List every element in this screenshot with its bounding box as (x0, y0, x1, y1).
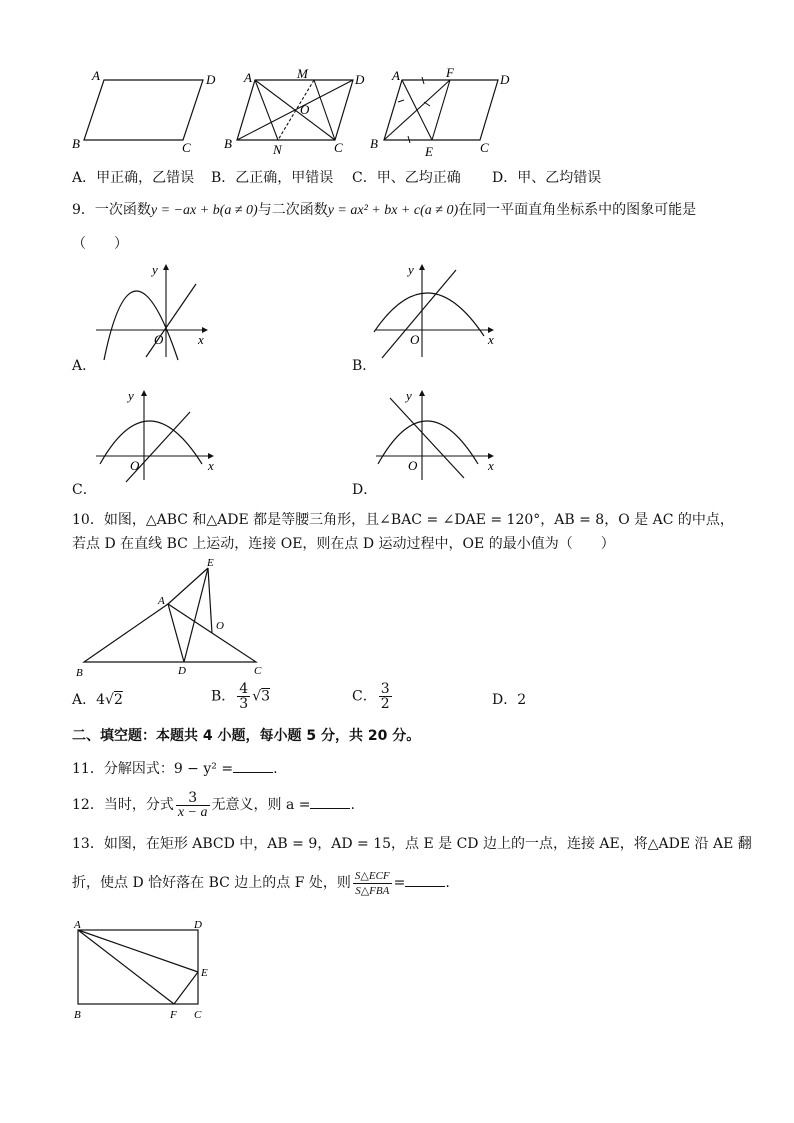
p3-tick-4 (424, 102, 430, 106)
origin-label: O (408, 458, 418, 473)
q10-option-b[interactable] (211, 682, 270, 711)
p2-label-d: D (355, 72, 365, 87)
y-arrow (419, 264, 425, 270)
sqrt-sign: √ (105, 692, 114, 708)
p2-line-mc (314, 80, 335, 140)
p2-label-n: N (273, 142, 282, 157)
p3-label-b: B (370, 136, 378, 151)
q12-post: 无意义，则 a = (211, 797, 311, 813)
sqrt-sign: √ (252, 688, 262, 705)
q8-option-a[interactable]: A．甲正确，乙错误 (72, 170, 195, 186)
axis-x-label: x (208, 458, 214, 473)
q9-num: 9．一次函数 (72, 202, 151, 218)
q9-option-c[interactable]: C． (72, 482, 97, 498)
p3-line-fe (432, 80, 450, 140)
axis-x-label: x (488, 332, 494, 347)
q9-graph-d (372, 388, 502, 484)
q10-figure (70, 556, 280, 680)
segment-fe (174, 972, 198, 1004)
p2-label-a: A (244, 70, 252, 85)
q11-text: 11．分解因式：9 − y² = (72, 761, 234, 777)
p3-label-f: F (446, 68, 454, 80)
q10-line-2: 若点 D 在直线 BC 上运动，连接 OE，则在点 D 运动过程中，OE 的最小值为（ ） (72, 536, 615, 552)
numerator: S△ECF (354, 869, 390, 882)
q8-option-c[interactable]: C．甲、乙均正确 (352, 170, 461, 186)
y-arrow (419, 390, 425, 396)
p3-label-a: A (392, 68, 400, 83)
y-arrow (141, 390, 147, 396)
q10-opt-b-prefix: B． (211, 688, 236, 705)
segment-ae (78, 930, 198, 972)
label-d: D (194, 919, 202, 931)
q8-option-b[interactable]: B．乙正确，甲错误 (211, 170, 334, 186)
numerator: 4 (239, 681, 249, 697)
q10-opt-b-fraction (237, 682, 250, 711)
axis-y-label: y (408, 262, 414, 277)
q13-line2-text: 折，使点 D 恰好落在 BC 边上的点 F 处，则 (72, 875, 351, 891)
axis-y-label: y (406, 388, 412, 403)
q10-opt-c-prefix: C． (352, 688, 377, 705)
p1-label-a: A (92, 68, 100, 83)
q9-graph-a (92, 262, 222, 362)
q8-figures (70, 68, 530, 158)
p3-label-e: E (425, 144, 433, 158)
segment-oe (208, 568, 212, 633)
q13-fraction (353, 869, 392, 898)
q12-end: . (350, 797, 355, 813)
q13-line-1: 13．如图，在矩形 ABCD 中，AB = 9，AD = 15，点 E 是 CD 边上的一点，连接 AE，将△ADE 沿 AE 翻 (72, 836, 752, 852)
p3-line-af (402, 80, 432, 140)
q12-question (72, 790, 355, 820)
segment-de (184, 568, 208, 662)
q13-figure (70, 918, 220, 1022)
parabola (378, 421, 478, 464)
q13-answer-blank[interactable] (405, 872, 445, 887)
q9-question (72, 200, 696, 221)
q12-fraction (176, 791, 210, 820)
origin-label: O (410, 332, 420, 347)
p2-label-b: B (224, 136, 232, 151)
p1-label-c: C (182, 140, 191, 155)
p2-diag-bd (237, 80, 353, 140)
q10-option-a[interactable] (72, 690, 123, 710)
denominator: 2 (380, 696, 390, 712)
q13-eq: = (393, 875, 406, 891)
q10-opt-a-radicand: 2 (113, 692, 123, 708)
q9-formula-1: y = −ax + b(a ≠ 0) (150, 203, 258, 218)
p2-label-o: O (300, 102, 310, 117)
axis-y-label: y (152, 262, 158, 277)
axis-x-label: x (198, 332, 204, 347)
p1-label-b: B (72, 136, 80, 151)
q10-opt-b-radicand: 3 (261, 688, 271, 705)
q9-mid: 与二次函数 (257, 202, 328, 218)
rectangle-abcd (78, 930, 198, 1004)
q9-paren: （ ） (72, 236, 128, 252)
q9-option-d[interactable]: D． (352, 482, 378, 498)
q9-formula-2: y = ax² + bx + c(a ≠ 0) (327, 203, 459, 218)
label-b: B (74, 1009, 81, 1021)
p1-label-d: D (206, 72, 216, 87)
label-e: E (201, 967, 208, 979)
p3-tick-2 (398, 100, 404, 102)
p3-label-d: D (500, 72, 510, 87)
origin-label: O (130, 458, 140, 473)
q9-tail: 在同一平面直角坐标系中的图象可能是 (458, 202, 697, 218)
denominator: x − a (177, 804, 208, 820)
q12-pre: 12．当时，分式 (72, 797, 174, 813)
line-graph (390, 398, 464, 478)
label-c: C (194, 1009, 202, 1021)
q10-opt-c-fraction (379, 682, 392, 711)
q10-line-1: 10．如图，△ABC 和△ADE 都是等腰三角形，且∠BAC = ∠DAE = 120°，AB = 8，O 是 AC 的中点， (72, 512, 734, 528)
q11-end: . (273, 761, 278, 777)
p3-label-c: C (480, 140, 489, 155)
label-b: B (76, 667, 83, 679)
q12-answer-blank[interactable] (310, 794, 350, 809)
label-c: C (254, 665, 262, 677)
numerator: 3 (176, 791, 210, 806)
q13-end: . (445, 875, 450, 891)
q11-question (72, 758, 278, 779)
denominator: S△FBA (355, 884, 390, 897)
q9-option-a[interactable]: A． (72, 358, 97, 374)
p2-label-c: C (334, 140, 343, 155)
label-d: D (178, 665, 186, 677)
p2-label-m: M (297, 68, 308, 81)
q11-answer-blank[interactable] (233, 758, 273, 773)
q9-option-b[interactable]: B． (352, 358, 377, 374)
origin-label: O (154, 332, 164, 347)
label-a: A (158, 595, 165, 607)
q10-opt-a-prefix: A．4 (72, 692, 106, 708)
label-f: F (170, 1009, 177, 1021)
label-a: A (74, 919, 81, 931)
q10-option-c[interactable] (352, 682, 394, 711)
label-o: O (216, 620, 224, 632)
q9-graph-c (92, 388, 222, 484)
y-arrow (163, 264, 169, 270)
q10-option-d[interactable]: D．2 (492, 692, 527, 708)
numerator: 3 (380, 681, 390, 697)
parallelogram-1 (84, 80, 203, 140)
segment-ae (168, 568, 208, 604)
segment-af (78, 930, 174, 1004)
section-2-heading: 二、填空题：本题共 4 小题，每小题 5 分，共 20 分。 (72, 728, 421, 744)
denominator: 3 (239, 696, 249, 712)
axis-y-label: y (128, 388, 134, 403)
q9-graph-b (372, 262, 502, 362)
parabola (100, 421, 202, 464)
q13-line-2 (72, 866, 450, 900)
axis-x-label: x (488, 458, 494, 473)
q8-option-d[interactable]: D．甲、乙均错误 (492, 170, 602, 186)
label-e: E (207, 557, 214, 569)
